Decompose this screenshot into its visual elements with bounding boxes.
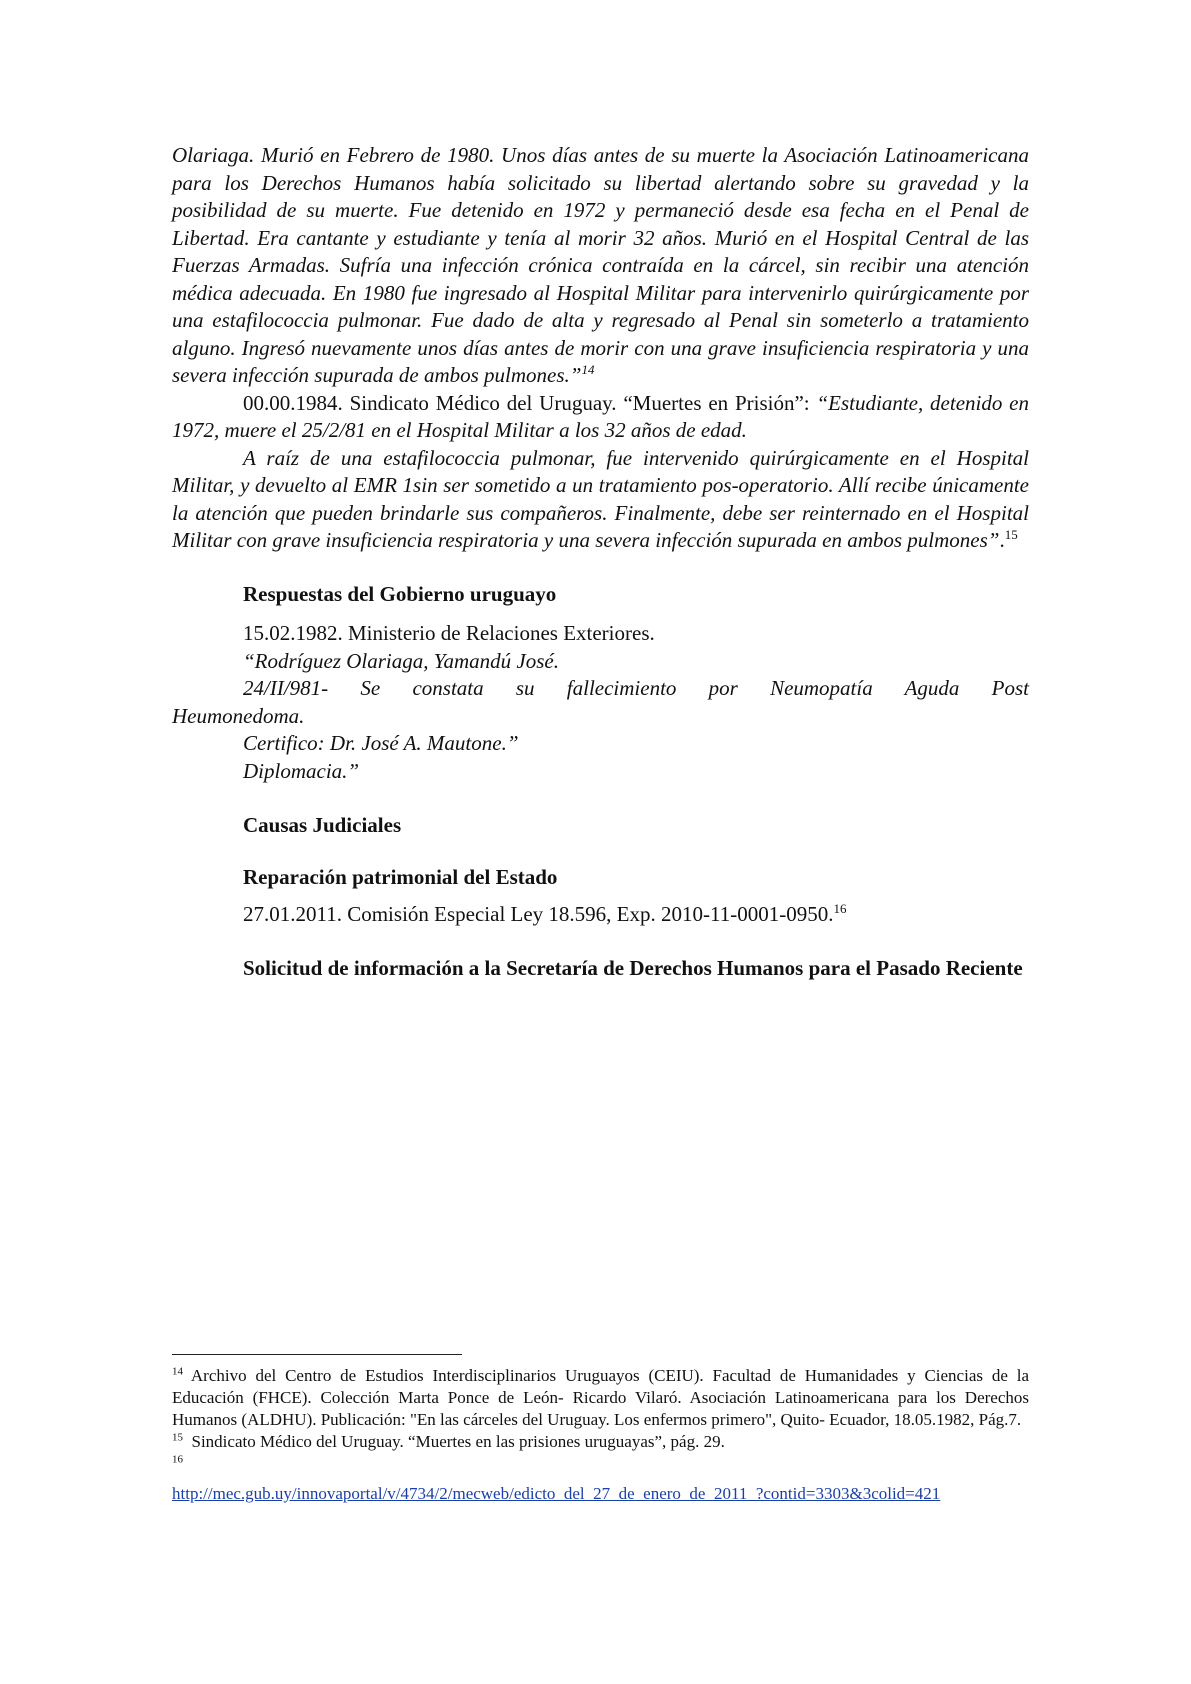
heading-respuestas-gobierno: Respuestas del Gobierno uruguayo xyxy=(243,581,557,606)
paragraph-sindicato-lead: 00.00.1984. Sindicato Médico del Uruguay. “Muertes en Prisión”: xyxy=(243,390,817,415)
paragraph-estafilococcia: A raíz de una estafilococcia pulmonar, fue intervenido quirúrgicamente en el Hospital Militar, y devuelto al EMR 1sin ser sometido a un tratamiento pos-operatorio. Allí recibe únicamente la atención que pueden brindarle sus compañeros. Finalmente, debe ser reinternado en el Hospital Militar con grave insuficiencia respiratoria y una severa infección supurada en ambos pulmones”.$^{15}$ xyxy=(172,445,1029,552)
footnote-14: $^{14}$ Archivo del Centro de Estudios Interdisciplinarios Uruguayos (CEIU). Facultad de Humanidades y Ciencias de la Educación (FHCE). Colección Marta Ponce de León- Ricardo Vilaró. Asociación Latinoamericana para los Derechos Humanos (ALDHU). Publicación: "En las cárceles del Uruguay. Los enfermos primero", Quito- Ecuador, 18.05.1982, Pág.7. xyxy=(172,1365,1029,1429)
heading-causas-judiciales: Causas Judiciales xyxy=(243,813,402,837)
footnote-ref-14[interactable]: 14 xyxy=(581,362,595,377)
footnote-16-link[interactable]: http://mec.gub.uy/innovaportal/v/4734/2/mecweb/edicto_del_27_de_enero_de_2011_?contid=3303&3colid=421 xyxy=(172,1484,941,1503)
gov-line-fallecimiento: 24/II/981- Se constata su fallecimiento por Neumopatía Aguda Post xyxy=(243,676,1029,700)
paragraph-olariaga: Olariaga. Murió en Febrero de 1980. Unos días antes de su muerte la Asociación Latinoamericana para los Derechos Humanos había solicitado su libertad alertando sobre su gravedad y la posibilidad de su muerte. Fue detenido en 1972 y permaneció desde esa fecha en el Penal de Libertad. Era cantante y estudiante y tenía al morir 32 años. Murió en el Hospital Central de las Fuerzas Armadas. Sufría una infección crónica contraída en la cárcel, sin recibir una atención médica adecuada. En 1980 fue ingresado al Hospital Militar para intervenirlo quirúrgicamente por una estafilococcia pulmonar. Fue dado de alta y regresado al Penal sin someterlo a tratamiento alguno. Ingresó nuevamente unos días antes de morir con una grave insuficiencia respiratoria y una severa infección supurada de ambos pulmones.”$^{14}$ xyxy=(172,143,1029,387)
document-body xyxy=(172,142,1029,982)
footnote-15: $^{15}$ Sindicato Médico del Uruguay. “Muertes en las prisiones uruguayas”, pág. 29. xyxy=(172,1431,725,1451)
paragraph-sindicato xyxy=(172,390,1029,445)
gov-line-fallecimiento-cont: Heumonedoma. xyxy=(172,703,305,728)
footnote-separator xyxy=(172,1354,462,1355)
gov-line-diplomacia: Diplomacia.” xyxy=(243,758,360,783)
gov-line-certifico: Certifico: Dr. José A. Mautone.” xyxy=(243,731,519,755)
heading-solicitud-informacion: Solicitud de información a la Secretaría de Derechos Humanos para el Pasado Reciente xyxy=(243,955,1023,980)
footnote-ref-16[interactable]: 16 xyxy=(833,901,847,916)
reparation-line: 27.01.2011. Comisión Especial Ley 18.596, Exp. 2010-11-0001-0950.16 xyxy=(243,901,847,926)
footnote-16: 16 xyxy=(172,1453,183,1466)
footnotes xyxy=(172,1354,1029,1505)
gov-line-ministerio: 15.02.1982. Ministerio de Relaciones Exteriores. xyxy=(243,621,655,645)
footnote-16-link-line xyxy=(172,1483,1029,1505)
gov-line-nombre: “Rodríguez Olariaga, Yamandú José. xyxy=(243,648,559,673)
heading-reparacion-patrimonial: Reparación patrimonial del Estado xyxy=(243,864,558,889)
footnote-ref-15[interactable]: 15 xyxy=(1004,527,1018,542)
paragraph-sindicato-quote: “Estudiante, detenido en 1972, muere el 25/2/81 en el Hospital Militar a los 32 años de edad. xyxy=(172,390,1030,442)
